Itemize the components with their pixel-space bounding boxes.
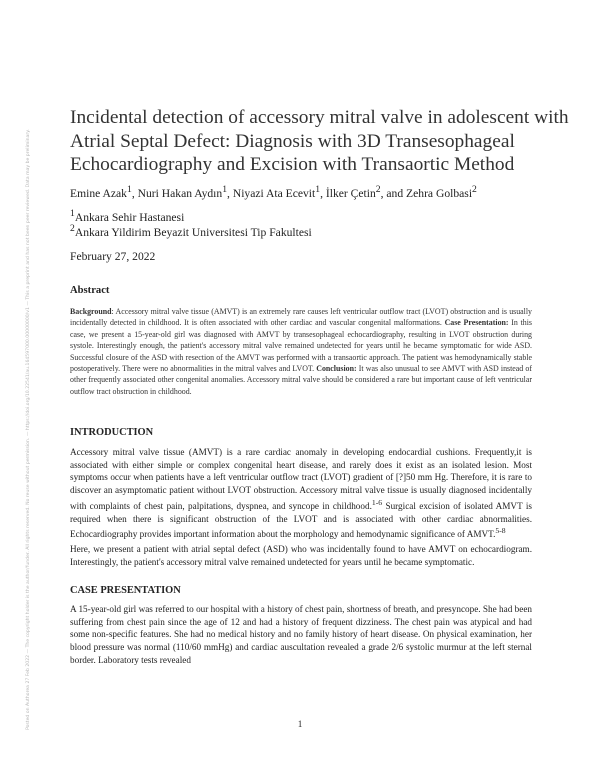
case-presentation-heading: CASE PRESENTATION (70, 585, 181, 596)
case-presentation-paragraph-1: A 15-year-old girl was referred to our hospital with a history of chest pain, shortness of breath, and presyncope. She had been suffering from chest pain since the age of 12 and had a history of frequent dizziness. The chest pain was atypical and had some non-specific features. She had no medical history and no family history of heart disease. On physical examination, her blood pressure was normal (110/60 mmHg) and cardiac auscultation revealed a grade 2/6 systolic murmur at the left sternal border. Laboratory tests revealed (70, 604, 532, 665)
affiliation-2 (70, 223, 510, 239)
introduction-paragraph-2: Here, we present a patient with atrial septal defect (ASD) who was incidentally found to have AMVT on echocardiogram. Interestingly, the patient's accessory mitral valve remained undetected for years until he became symptomatic. (70, 544, 532, 567)
abstract-body (70, 306, 532, 397)
affiliation-marker: 1 (70, 208, 75, 219)
affiliation-name: Ankara Sehir Hastanesi (74, 210, 185, 224)
publication-date: February 27, 2022 (70, 250, 156, 263)
intro-text: Accessory mitral valve tissue (AMVT) is a rare cardiac anomaly in developing endocardial cushions. Frequently,it is associated with either simple or complex congenital heart disease, and rarely does it exist as an isolated lesion. Most symptoms occur when patients have a left ventricular outflow tract (LVOT) gradient of [?]50 mm Hg. Therefore, it is rare to discover an asymptomatic patient without LVOT obstruction. Accessory mitral valve tissue is usually diagnosed incidentally with complaints of chest pain, palpitations, dyspnea, and syncope in childhood. (70, 447, 532, 511)
abstract-case-label: Case Presentation: (444, 318, 509, 328)
author-affiliation-marker: 1 (126, 184, 132, 195)
author-separator: , (131, 186, 138, 200)
affiliation-1 (70, 208, 510, 224)
preprint-margin-note (26, 90, 36, 730)
author-affiliation-marker: 2 (375, 184, 381, 195)
introduction-paragraph-1 (70, 446, 532, 541)
abstract-conclusion-text: It was also unusual to see AMVT with ASD instead of other frequently associated other congenital anomalies. Accessory mitral valve should be considered a rare but important cause of left ventricular outflow tract obstruction in childhood. (70, 364, 532, 396)
author-separator: , (227, 186, 233, 200)
abstract-heading: Abstract (70, 285, 110, 296)
author-name: Zehra Golbasi (406, 186, 473, 200)
author-separator: , and (380, 186, 407, 200)
citation-reference: 1-6 (371, 497, 383, 507)
abstract-background-label: Background (70, 307, 112, 316)
page-number: 1 (297, 719, 303, 729)
author-separator: , (320, 186, 326, 200)
author-name: Niyazi Ata Ecevit (232, 186, 316, 200)
author-affiliation-marker: 1 (222, 184, 228, 195)
author-affiliation-marker: 1 (315, 184, 321, 195)
title-line: Atrial Septal Defect: Diagnosis with 3D Transesophageal (70, 130, 515, 152)
abstract-background-text: : Accessory mitral valve tissue (AMVT) is an extremely rare causes left ventricular outflow tract (LVOT) obstruction and is usually incidentally detected in childhood. It is often associated with other cardiac and vascular congenital malformations. (70, 307, 532, 328)
author-name: Emine Azak (70, 186, 127, 200)
title-line: Echocardiography and Excision with Transaortic Method (70, 154, 515, 175)
author-name: Nuri Hakan Aydın (137, 186, 223, 200)
title-line: Incidental detection of accessory mitral valve in adolescent with (70, 107, 569, 128)
paper-title (70, 106, 569, 177)
author-affiliation-marker: 2 (472, 184, 477, 195)
abstract-conclusion-label: Conclusion: (316, 364, 357, 374)
intro-text: Surgical excision of isolated AMVT is required when there is significant obstruction of the LVOT and is associated with other cardiac abnormalities. Echocardiography provides important information about the morphology and hemodynamic significance of AMVT. (70, 500, 532, 540)
author-name: İlker Çetin (325, 186, 376, 200)
affiliation-marker: 2 (70, 223, 75, 234)
margin-note-text: Posted on Authorea 27 Feb 2022 — The copyright holder is the author/funder. All rights reserved. No reuse without permission. — https://doi.org/10.22541/au.164597000.00000000/v1 — This a preprint and has not been peer reviewed. Data may be preliminary. (26, 129, 31, 730)
introduction-heading: INTRODUCTION (70, 427, 154, 438)
author-list (70, 184, 550, 200)
citation-reference: 5-8 (495, 526, 506, 536)
affiliation-name: Ankara Yildirim Beyazit Universitesi Tip Fakultesi (74, 225, 312, 239)
abstract-case-text: In this case, we present a 15-year-old girl was diagnosed with AMVT by transesophageal echocardiography, resulting in LVOT obstruction during systole. Interestingly enough, the patient's accessory mitral valve remained undetected for years until he became symptomatic for wide ASD. Successful closure of the ASD with resection of the AMVT was performed with a transaortic approach. The patient was hemodynamically stable postoperatively. There were no abnormalities in the mitral valves and LVOT. (70, 318, 533, 374)
